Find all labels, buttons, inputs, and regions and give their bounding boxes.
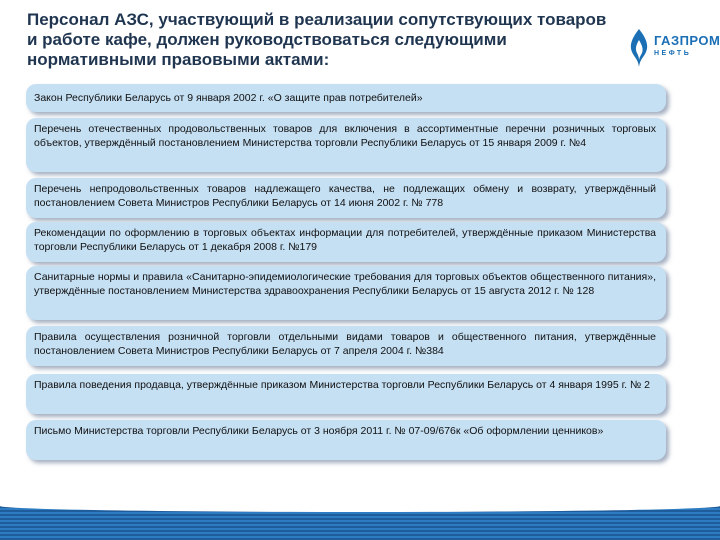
- act-item-nonfood-list: Перечень непродовольственных товаров надлежащего качества, не подлежащих обмену и возврату, утверждённый постановлением Совета Министров Республики Беларусь от 14 июня 2002 г. № 778: [26, 178, 666, 218]
- act-item-recommendations: Рекомендации по оформлению в торговых объектах информации для потребителей, утверждённые приказом Министерства торговли Республики Беларусь от 1 декабря 2008 г. №179: [26, 222, 666, 262]
- act-item-law: Закон Республики Беларусь от 9 января 2002 г. «О защите прав потребителей»: [26, 84, 666, 112]
- act-item-sanitary-norms: Санитарные нормы и правила «Санитарно-эпидемиологические требования для торговых объектов общественного питания», утверждённые постановлением Министерства здравоохранения Республики Беларусь от 15 августа 2012 г. № 128: [26, 266, 666, 320]
- act-item-trade-rules: Правила осуществления розничной торговли отдельными видами товаров и общественного питания, утверждённые постановлением Совета Министров Республики Беларусь от 7 апреля 2004 г. №384: [26, 326, 666, 366]
- act-item-price-tags-letter: Письмо Министерства торговли Республики Беларусь от 3 ноября 2011 г. № 07-09/676к «Об оформлении ценников»: [26, 420, 666, 460]
- page-title: Персонал АЗС, участвующий в реализации сопутствующих товаров и работе кафе, должен руководствоваться следующими нормативными правовыми актами:: [27, 10, 607, 69]
- gazprom-neft-logo: [626, 28, 720, 74]
- logo-word: ГАЗПРОМ: [654, 33, 720, 48]
- flame-icon: [626, 28, 652, 68]
- logo-subtitle: НЕФТЬ: [654, 50, 692, 57]
- act-item-food-list: Перечень отечественных продовольственных товаров для включения в ассортиментные перечни розничных торговых объектов, утверждённый постановлением Министерства торговли Республики Беларусь от 15 января 2009 г. №4: [26, 118, 666, 172]
- footer-bar: [0, 506, 720, 540]
- act-item-seller-rules: Правила поведения продавца, утверждённые приказом Министерства торговли Республики Беларусь от 4 января 1995 г. № 2: [26, 374, 666, 414]
